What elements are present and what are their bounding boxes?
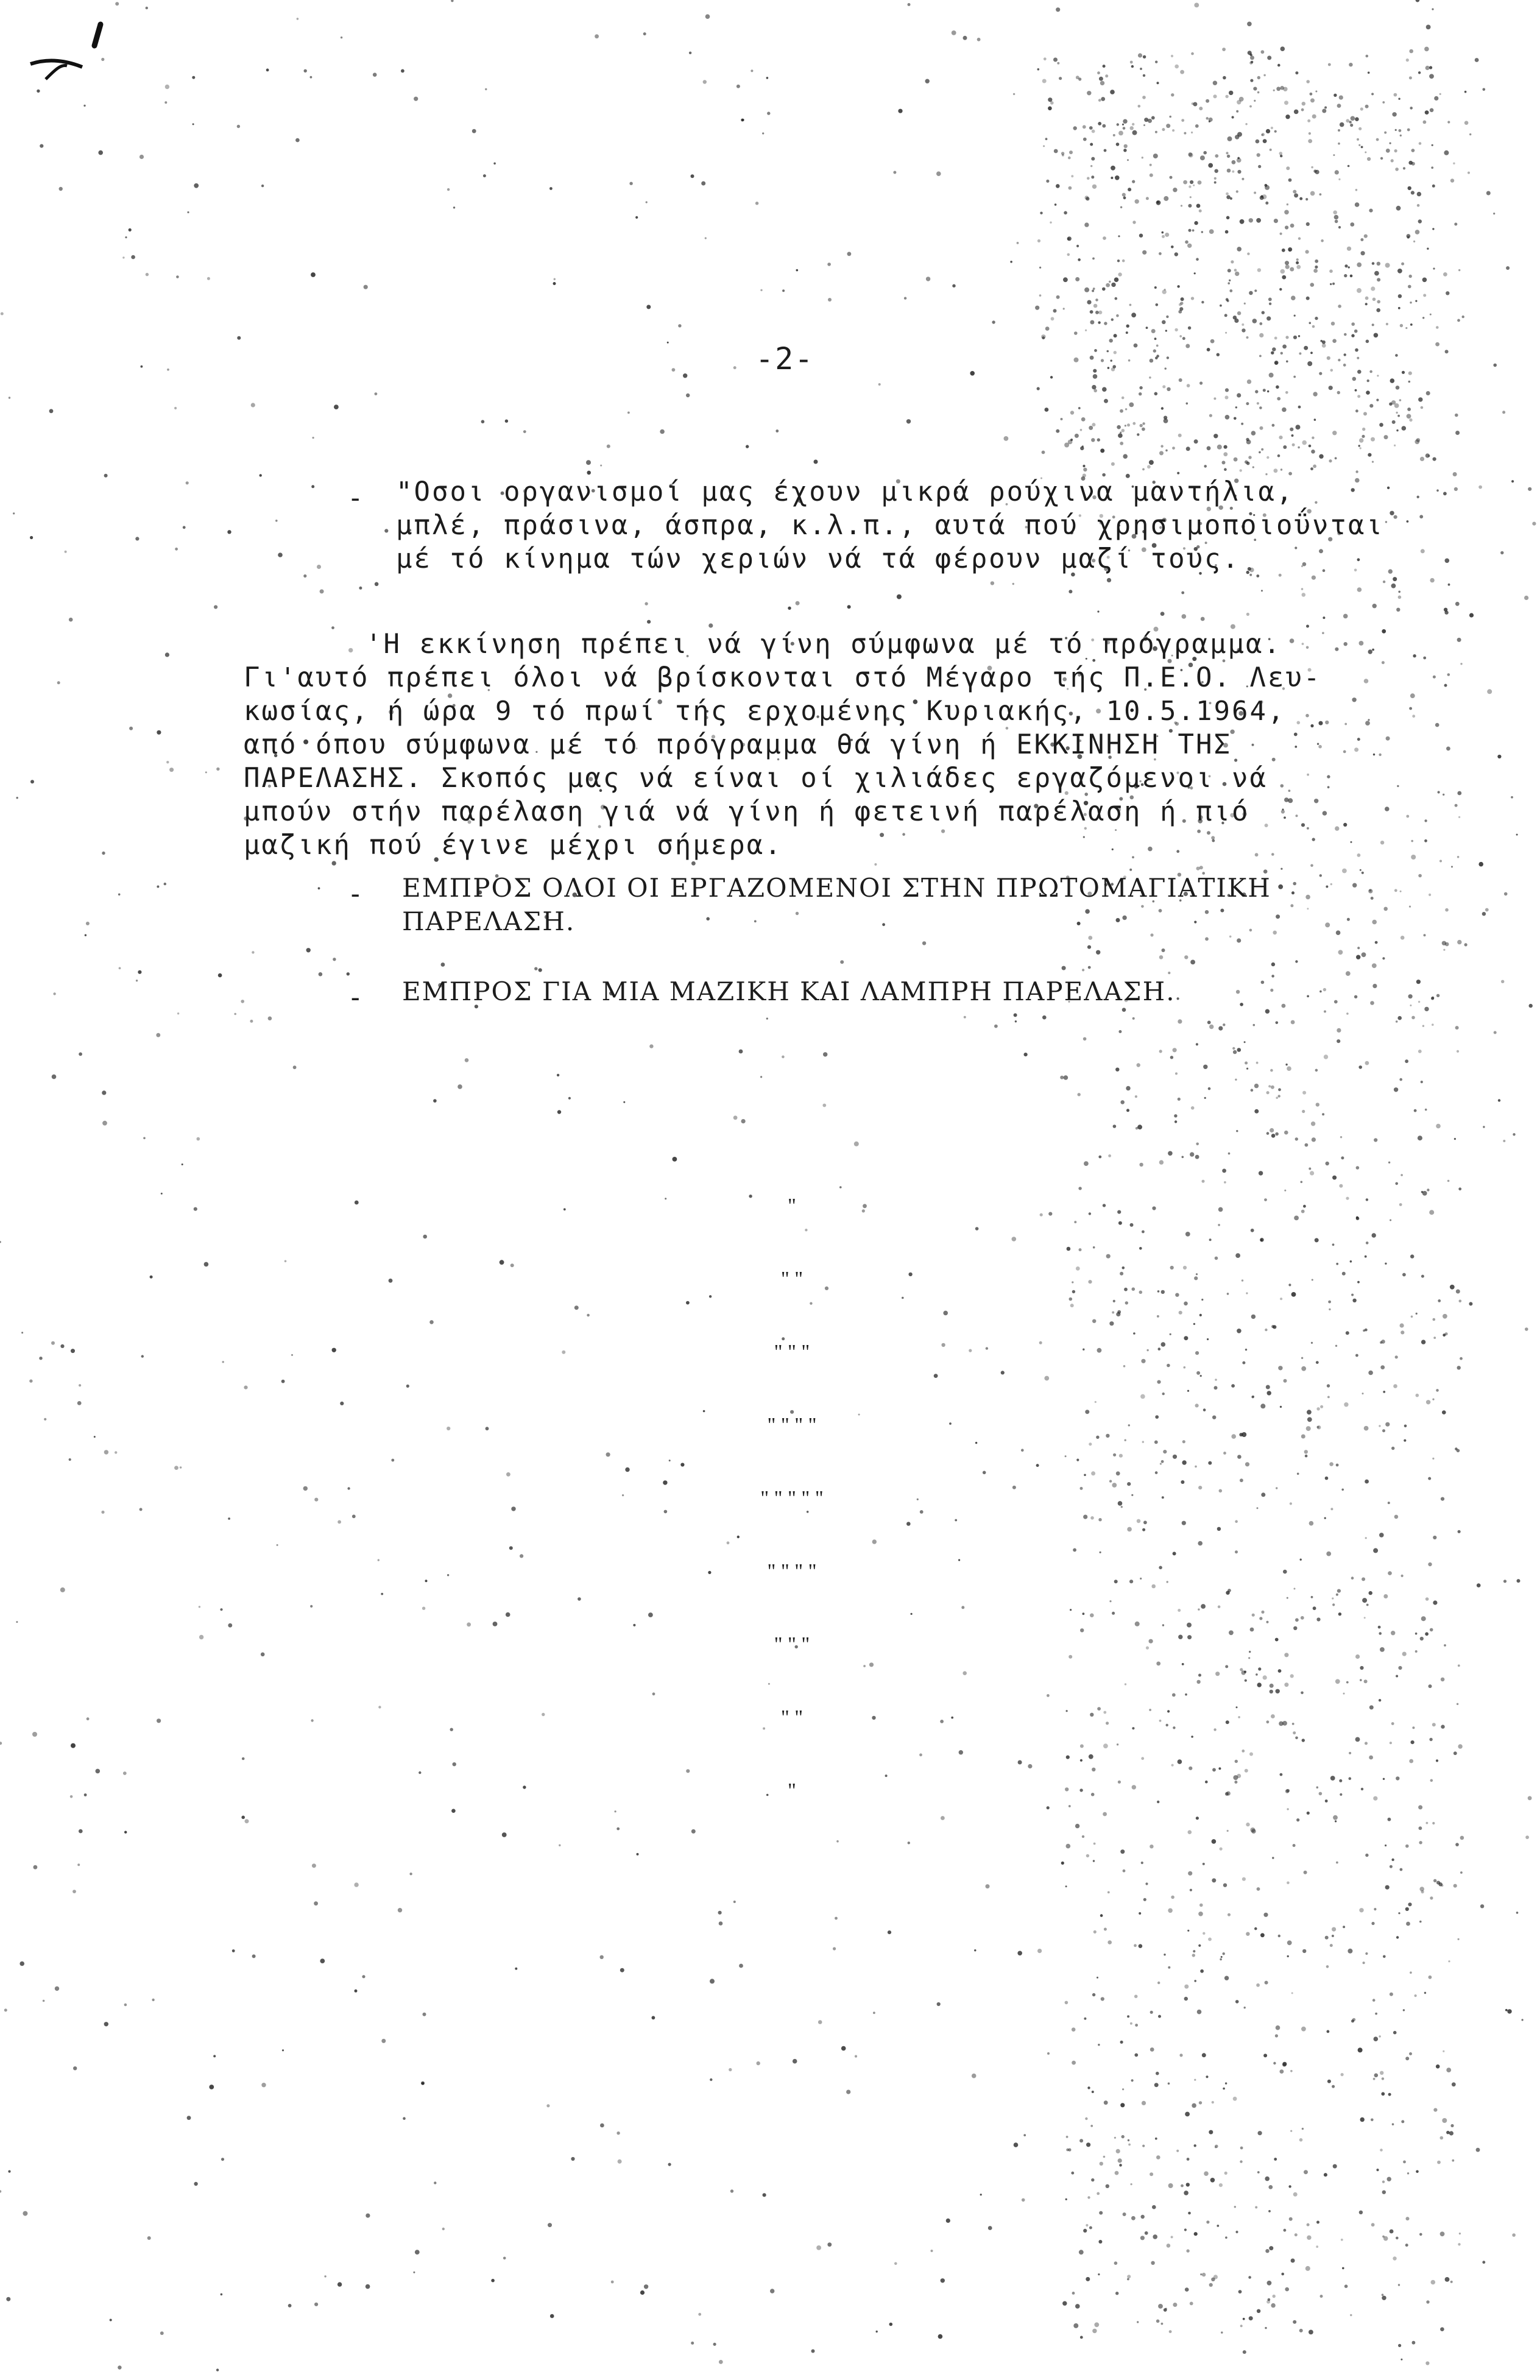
handwritten-corner-mark xyxy=(24,6,116,85)
paragraph-2-line-6: μπούν στήν παρέλαση γιά νά γίνη ή φετεινή παρέλαση ή πιό xyxy=(244,796,1250,827)
ornament-row: " " " " " xyxy=(760,1487,824,1510)
bullet-dash: - xyxy=(347,982,364,1013)
ornament-row: " xyxy=(788,1195,796,1217)
ornament-row: " " xyxy=(780,1268,804,1290)
paragraph-2-line-5: ΠΑΡΕΛΑΣΗΣ. Σκοπός μας νά είναι οί χιλιάδες εργαζόμενοι νά xyxy=(244,763,1268,794)
paragraph-1-line-2: μπλέ, πράσινα, άσπρα, κ.λ.π., αυτά πού χρησιμοποιοΰνται xyxy=(396,510,1384,541)
paragraph-2-line-7: μαζική πού έγινε μέχρι σήμερα. xyxy=(244,830,783,861)
paragraph-2-line-2: Γι'αυτό πρέπει όλοι νά βρίσκονται στό Μέγαρο τής Π.Ε.Ο. Λευ- xyxy=(244,662,1322,693)
paragraph-2-line-4: από όπου σύμφωνα μέ τό πρόγραμμα θά γίνη ή ΕΚΚΙΝΗΣΗ ΤΗΣ xyxy=(244,729,1232,760)
ornament-row: " " " xyxy=(774,1633,810,1656)
ornament-row: " " " " xyxy=(767,1414,817,1436)
slogan-1-line-1: ΕΜΠΡΟΣ ΟΛΟΙ ΟΙ ΕΡΓΑΖΟΜΕΝΟΙ ΣΤΗΝ ΠΡΩΤΟΜΑΓΙΑΤΙΚΗ xyxy=(402,873,1271,903)
slogan-2-line-1: ΕΜΠΡΟΣ ΓΙΑ ΜΙΑ ΜΑΖΙΚΗ ΚΑΙ ΛΑΜΠΡΗ ΠΑΡΕΛΑΣΗ. xyxy=(402,976,1176,1006)
slogan-1-line-2: ΠΑΡΕΛΑΣΗ. xyxy=(402,906,576,936)
quote-mark-diamond-ornament xyxy=(688,1145,895,1802)
ornament-row: " " xyxy=(780,1706,804,1729)
bullet-dash: - xyxy=(347,878,364,909)
ornament-row: " " " xyxy=(774,1341,810,1363)
paragraph-1-line-3: μέ τό κίνημα τών χεριών νά τά φέρουν μαζί τους. xyxy=(396,543,1241,574)
ornament-row: " " " " xyxy=(767,1560,817,1583)
page-number: -2- xyxy=(755,341,814,376)
paragraph-1-line-1: "Οσοι οργανισμοί μας έχουν μικρά ρούχινα μαντήλια, xyxy=(396,476,1295,507)
ornament-row: " xyxy=(788,1779,796,1802)
bullet-dash: - xyxy=(347,482,364,514)
paragraph-2-line-3: κωσίας, ή ώρα 9 τό πρωί τής ερχομένης Κυριακής, 10.5.1964, xyxy=(244,696,1286,727)
paragraph-2-line-1: 'Η εκκίνηση πρέπει νά γίνη σύμφωνα μέ τό πρόγραμμα. xyxy=(366,629,1282,660)
